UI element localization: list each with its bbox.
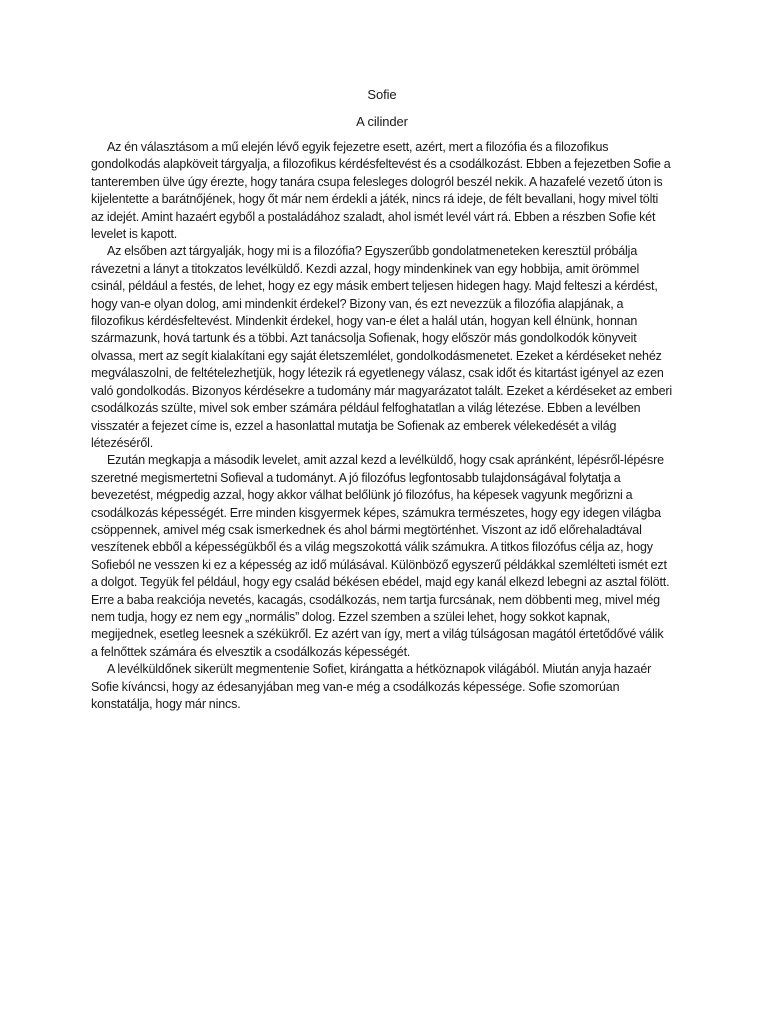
paragraph-4: A levélküldőnek sikerült megmentenie Sofiet, kirángatta a hétköznapok világából. Miután anyja hazaér Sofie kíváncsi, hogy az édesanyjában meg van-e még a csodálkozás képessége. Sofie szomorúan konstatálja, hogy már nincs. xyxy=(91,662,652,711)
paragraph-1: Az én választásom a mű elején lévő egyik fejezetre esett, azért, mert a filozófia és a filozofikus gondolkodás alapköveit tárgyalja, a filozofikus kérdésfeltevést és a csodálkozást. Ebben a fejezetben Sofie a tanteremben ülve úgy érezte, hogy tanára csupa felesleges dologról beszél nekik. A hazafelé vezető úton is kijelentette a barátnőjének, hogy őt már nem érdekli a játék, nincs rá ideje, de félt bevallani, hogy mivel tölti az idejét. Amint hazaért egyből a postaládához szaladt, ahol ismét levél várt rá. Ebben a részben Sofie két levelet is kapott. xyxy=(91,140,671,242)
chapter-title: A cilinder xyxy=(356,114,408,129)
document-page xyxy=(91,86,673,713)
paragraph-2: Az elsőben azt tárgyalják, hogy mi is a filozófia? Egyszerűbb gondolatmeneteken keresztül próbálja rávezetni a lányt a titokzatos levélküldő. Kezdi azzal, hogy mindenkinek van egy hobbija, amit örömmel csinál, például a festés, de lehet, hogy ez egy másik embert teljesen hidegen hagy. Majd felteszi a kérdést, hogy van-e olyan dolog, ami mindenkit érdekel? Bizony van, és ezt nevezzük a filozófia alapjának, a filozofikus kérdésfeltevést. Mindenkit érdekel, hogy van-e élet a halál után, hogyan kell élnünk, honnan származunk, hová tartunk és a többi. Azt tanácsolja Sofienak, hogy először más gondolkodók könyveit olvassa, mert az segít kialakítani egy saját életszemlélet, gondolkodásmenetet. Ezeket a kérdéseket nehéz megválaszolni, de feltételezhetjük, hogy létezik rá egyetlenegy válasz, csak időt és kitartást igényel az ezen való gondolkodás. Bizonyos kérdésekre a tudomány már magyarázatot talált. Ezeket a kérdéseket az emberi csodálkozás szülte, mivel sok ember számára például felfoghatatlan a világ létezése. Ebben a levélben visszatér a fejezet címe is, ezzel a hasonlattal mutatja be Sofienak az emberek vélekedését a világ létezéséről. xyxy=(91,244,673,450)
document-title: Sofie xyxy=(367,87,397,102)
paragraph-3: Ezután megkapja a második levelet, amit azzal kezd a levélküldő, hogy csak apránként, lépésről-lépésre szeretné megismertetni Sofieval a tudományt. A jó filozófus legfontosabb tulajdonságával folytatja a bevezetést, mégpedig azzal, hogy akkor válhat belőlünk jó filozófus, ha képesek vagyunk megőrizni a csodálkozás képességét. Erre minden kisgyermek képes, számukra természetes, hogy egy idegen világba csöppennek, amivel még csak ismerkednek és ahol bármi megtörténhet. Viszont az idő előrehaladtával veszítenek ebből a képességükből és a világ megszokottá válik számukra. A titkos filozófus célja az, hogy Sofieból ne vesszen ki ez a képesség az idő múlásával. Különböző egyszerű példákkal szemlélteti ismét ezt a dolgot. Tegyük fel például, hogy egy család békésen ebédel, majd egy kanál elkezd lebegni az asztal fölött. Erre a baba reakciója nevetés, kacagás, csodálkozás, nem tartja furcsának, nem döbbenti meg, mivel még nem tudja, hogy ez nem egy „normális” dolog. Ezzel szemben a szülei lehet, hogy sokkot kapnak, megijednek, esetleg leesnek a székükről. Ez azért van így, mert a világ túlságosan magától értetődővé válik a felnőttek számára és elvesztik a csodálkozás képességét. xyxy=(91,453,670,659)
